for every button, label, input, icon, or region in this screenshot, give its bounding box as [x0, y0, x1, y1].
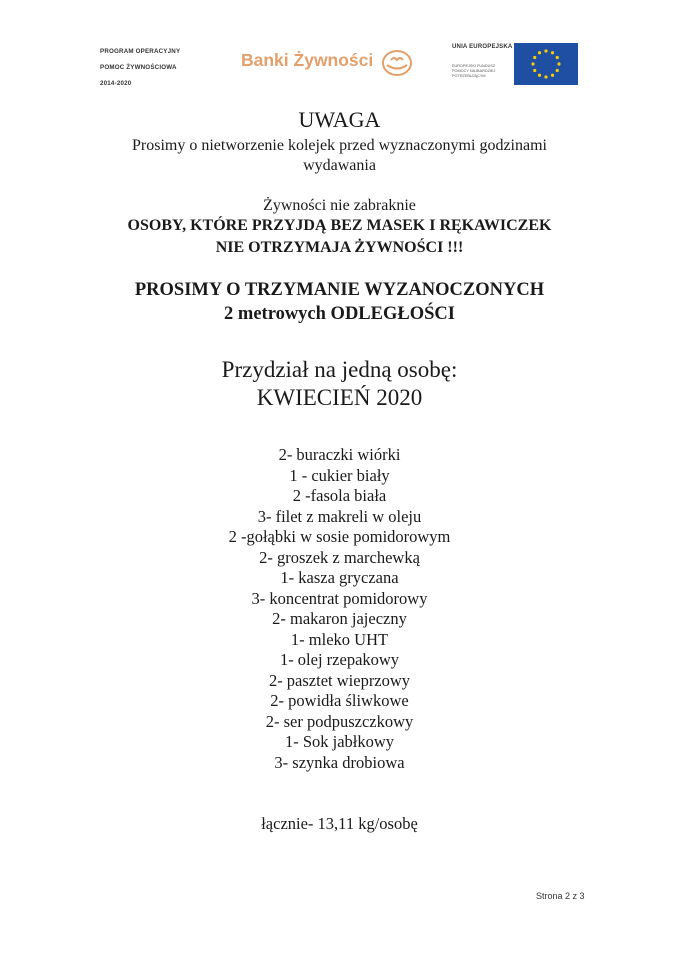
eu-star-icon	[557, 62, 560, 65]
distance-line-2: 2 metrowych ODLEGŁOŚCI	[224, 304, 455, 324]
list-item: 1- Sok jabłkowy	[284, 732, 395, 751]
list-item: 2- makaron jajeczny	[272, 609, 407, 628]
eu-star-icon	[538, 74, 541, 77]
eu-star-icon	[544, 75, 547, 78]
list-item: 3- filet z makreli w oleju	[257, 506, 422, 526]
eu-star-icon	[551, 74, 554, 77]
notice-line-2: wydawania	[303, 157, 376, 174]
eu-label: UNIA EUROPEJSKA EUROPEJSKI FUNDUSZ POMOCY NAJBARDZIEJ POTRZEBUJĄCYM	[452, 44, 513, 78]
list-item: 2- pasztet wieprzowy	[268, 670, 411, 690]
eu-star-icon	[538, 51, 541, 54]
eu-flag-icon	[514, 43, 578, 85]
program-label: PROGRAM OPERACYJNY POMOC ŻYWNOŚCIOWA 2014-2020	[100, 48, 181, 87]
eu-star-icon	[533, 69, 536, 72]
eu-star-icon	[544, 49, 547, 52]
header-logos	[0, 38, 679, 90]
list-item: 2- ser podpuszczkowy	[265, 711, 414, 731]
list-item: 2- buraczki wiórki	[278, 445, 401, 464]
list-item: 3- koncentrat pomidorowy	[251, 588, 428, 608]
banki-zywnosci-logo-text: Banki Żywności	[241, 50, 374, 70]
list-item: 3- szynka drobiowa	[274, 752, 405, 772]
list-item: 2- powidła śliwkowe	[270, 691, 409, 710]
eu-star-icon	[551, 51, 554, 54]
list-item: 1- mleko UHT	[290, 629, 389, 649]
list-item: 1- olej rzepakowy	[279, 650, 400, 669]
allocation-title: Przydział na jedną osobę:	[221, 357, 458, 382]
page-number: Strona 2 z 3	[536, 891, 585, 901]
eu-star-icon	[531, 62, 534, 65]
allocation-total: łącznie- 13,11 kg/osobę	[261, 814, 418, 833]
warning-line-1: OSOBY, KTÓRE PRZYJDĄ BEZ MASEK I RĘKAWICZEK	[127, 217, 552, 234]
banki-zywnosci-logo-icon	[380, 48, 414, 78]
distance-line-1: PROSIMY O TRZYMANIE WYZANOCZONYCH	[134, 280, 545, 300]
notice-heading: UWAGA	[298, 107, 381, 132]
eu-star-icon	[556, 69, 559, 72]
warning-line-2: NIE OTRZYMAJA ŻYWNOŚCI !!!	[215, 239, 464, 256]
eu-star-icon	[556, 56, 559, 59]
list-item: 1- kasza gryczana	[280, 568, 399, 587]
list-item: 1 - cukier biały	[289, 465, 390, 485]
eu-star-icon	[533, 56, 536, 59]
list-item: 2 -gołąbki w sosie pomidorowym	[228, 527, 451, 546]
list-item: 2 -fasola biała	[292, 486, 387, 505]
list-item: 2- groszek z marchewką	[259, 547, 420, 567]
notice-line-1: Prosimy o nietworzenie kolejek przed wyznaczonymi godzinami	[132, 137, 547, 154]
notice-line-3: Żywności nie zabraknie	[263, 197, 416, 214]
allocation-month: KWIECIEŃ 2020	[256, 385, 423, 410]
